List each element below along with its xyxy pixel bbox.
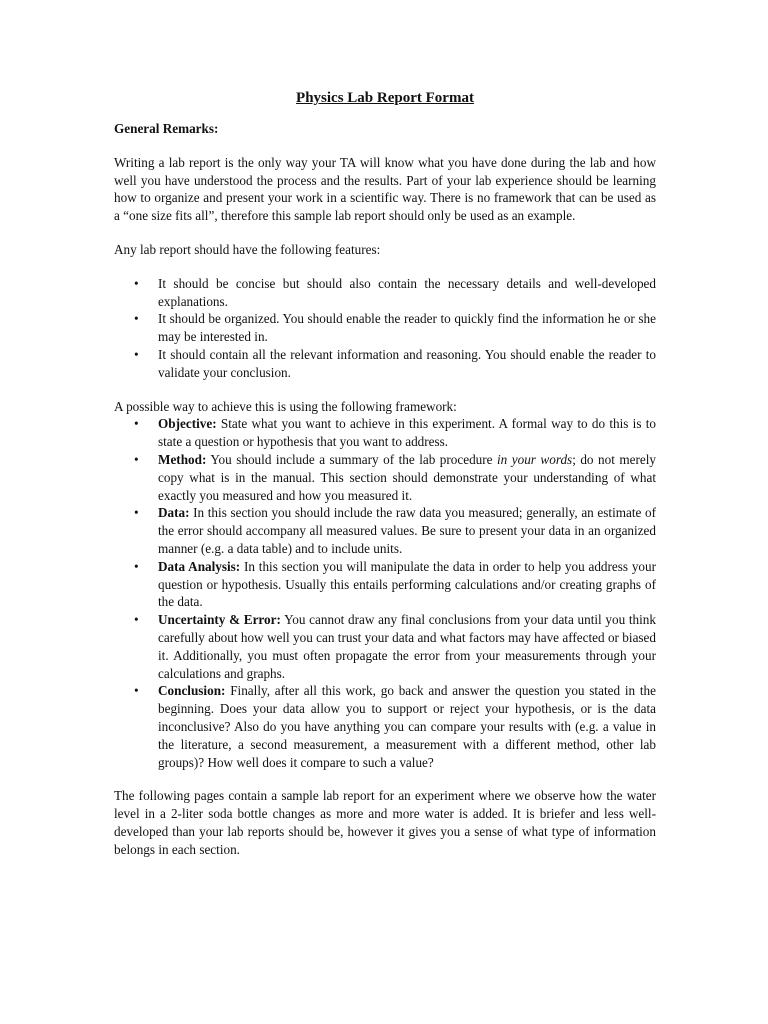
features-list [114, 275, 656, 382]
framework-text: ; do not merely copy what is in the manual. This section should demonstrate your understanding of what exactly you measured and how you measured it. [158, 451, 656, 503]
feature-text: It should contain all the relevant information and reasoning. You should enable the reader to validate your conclusion. [158, 346, 656, 380]
framework-item-data-analysis [114, 558, 656, 611]
framework-text: You should include a summary of the lab procedure [206, 451, 498, 467]
bullet-icon: • [134, 451, 139, 467]
framework-text: You cannot draw any final conclusions from your data until you think carefully about how well you can trust your data and what factors may have affected or biased it. Additionally, you must often propagate the error from your measurements through your calculations and graphs. [158, 612, 656, 681]
intro-paragraph: Writing a lab report is the only way your TA will know what you have done during the lab and how well you have understood the process and the results. Part of your lab experience should be learning how to organize and present your work in a scientific way. There is no framework that can be used as a “one size fits all”, therefore this sample lab report should only be used as an example. [114, 154, 656, 224]
bullet-icon: • [134, 311, 139, 327]
framework-label: Data Analysis: [158, 558, 241, 574]
bullet-icon: • [134, 416, 139, 432]
framework-label: Objective: [158, 416, 217, 432]
framework-item-conclusion [114, 682, 656, 771]
bullet-icon: • [134, 275, 139, 291]
framework-list [114, 415, 656, 771]
feature-text: It should be concise but should also contain the necessary details and well-developed explanations. [158, 275, 656, 309]
document-title: Physics Lab Report Format [296, 90, 474, 106]
framework-item-uncertainty [114, 611, 656, 682]
framework-label: Conclusion: [158, 683, 226, 699]
framework-item-method [114, 451, 656, 504]
framework-intro: A possible way to achieve this is using the following framework: [114, 398, 457, 414]
framework-text: Finally, after all this work, go back and answer the question you stated in the beginning. Does your data allow you to support or reject your hypothesis, or is the data inconclusive? Also do you have anything you can compare your results with (e.g. a value in the literature, a second measurement, a measurement with a different method, other lab groups)? How well does it compare to such a value? [158, 683, 656, 770]
bullet-icon: • [134, 346, 139, 362]
framework-label: Method: [158, 451, 207, 467]
feature-text: It should be organized. You should enable the reader to quickly find the information he or she may be interested in. [158, 311, 656, 345]
closing-paragraph: The following pages contain a sample lab report for an experiment where we observe how the water level in a 2-liter soda bottle changes as more and more water is added. It is briefer and less well-developed than your lab reports should be, however it gives you a sense of what type of information belongs in each section. [114, 788, 656, 857]
framework-label: Uncertainty & Error: [158, 612, 281, 628]
bullet-icon: • [134, 505, 139, 521]
bullet-icon: • [134, 683, 139, 699]
list-item [114, 346, 656, 382]
framework-text: State what you want to achieve in this experiment. A formal way to do this is to state a question or hypothesis that you want to address. [158, 416, 656, 450]
list-item [114, 275, 656, 311]
bullet-icon: • [134, 612, 139, 628]
framework-emphasis: in your words [497, 451, 573, 467]
list-item [114, 310, 656, 346]
bullet-icon: • [134, 558, 139, 574]
document-page [114, 88, 656, 874]
general-remarks-heading: General Remarks: [114, 121, 219, 136]
framework-label: Data: [158, 505, 190, 521]
framework-text: In this section you should include the raw data you measured; generally, an estimate of the error should accompany all measured values. Be sure to present your data in an organized manner (e.g. a data table) and to include units. [158, 505, 656, 556]
framework-text: In this section you will manipulate the data in order to help you address your question or hypothesis. Usually this entails performing calculations and/or creating graphs of the data. [158, 558, 656, 610]
features-intro: Any lab report should have the following features: [114, 241, 381, 257]
framework-item-data [114, 504, 656, 557]
framework-item-objective [114, 415, 656, 451]
